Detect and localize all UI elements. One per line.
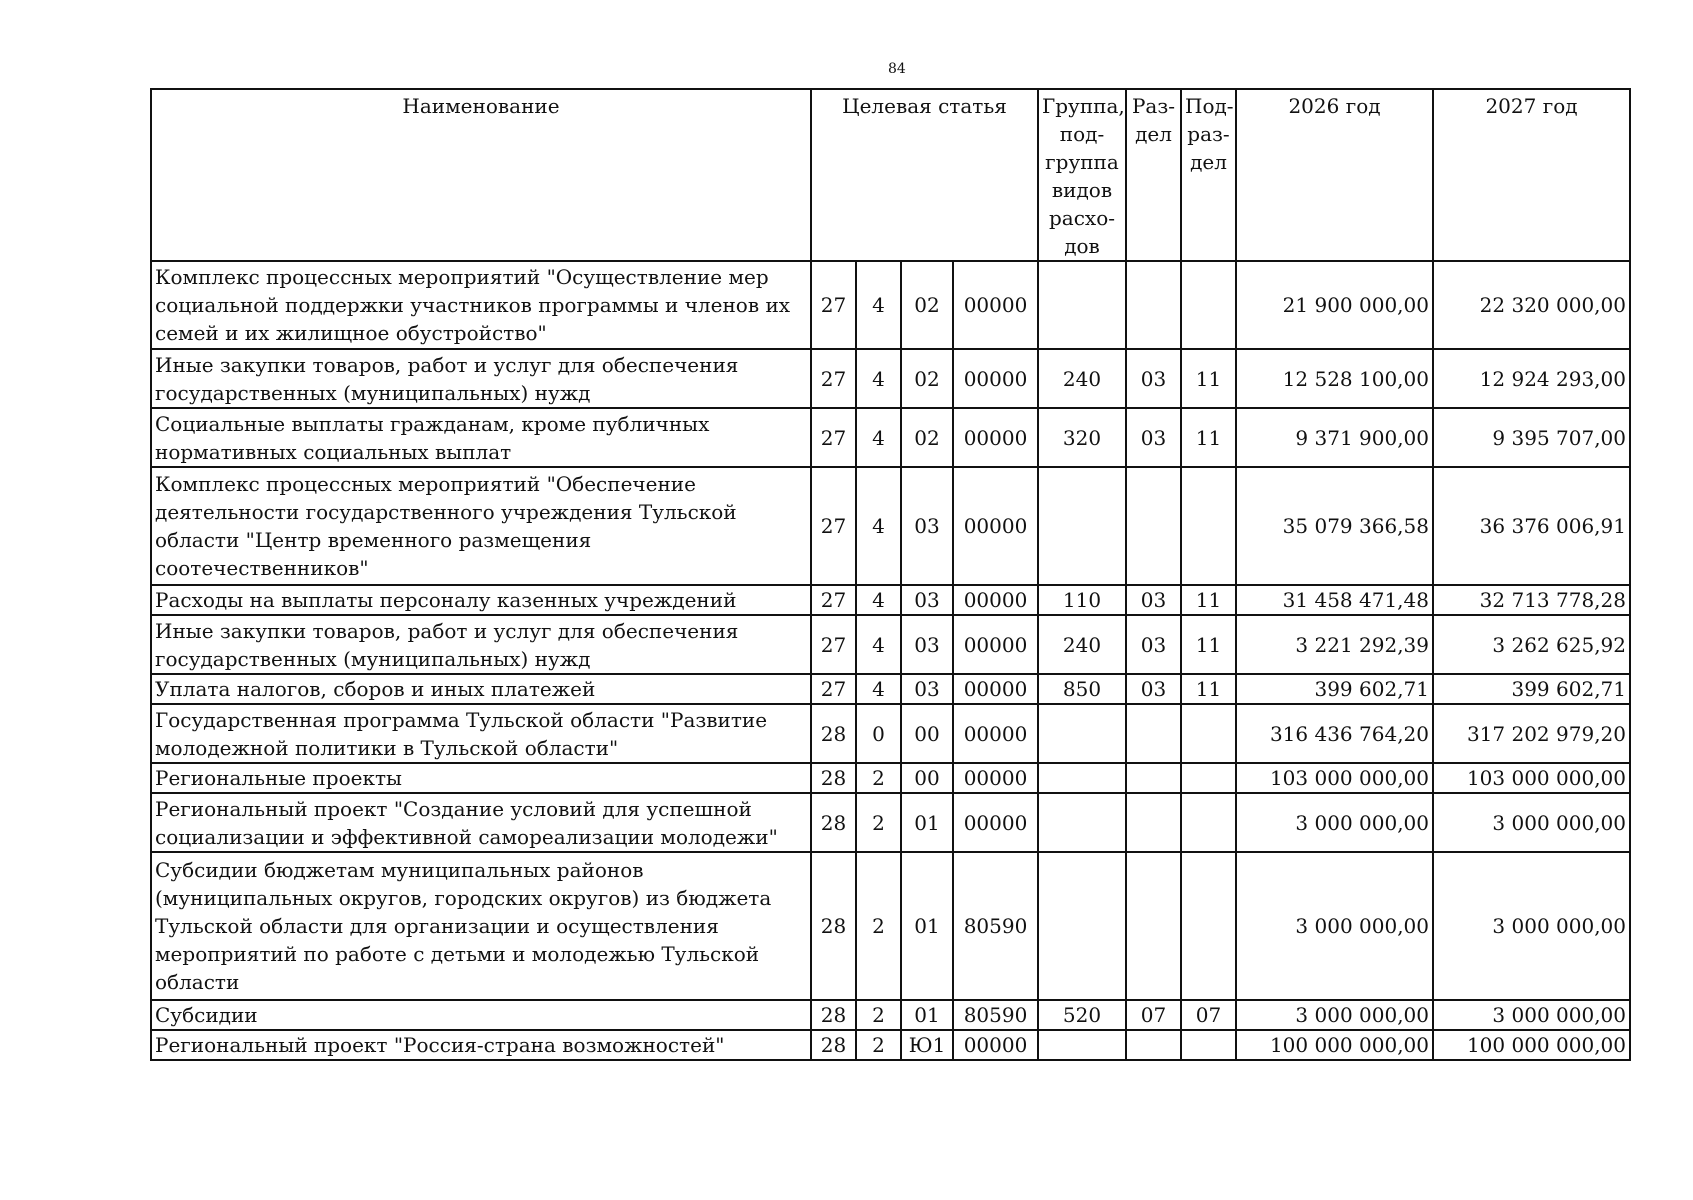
amount-2026: 3 000 000,00	[1236, 1000, 1433, 1030]
direction-code: 00000	[953, 349, 1038, 408]
header-target: Целевая статья	[811, 89, 1038, 261]
amount-2026: 3 000 000,00	[1236, 793, 1433, 852]
amount-2026: 399 602,71	[1236, 674, 1433, 704]
direction-code: 00000	[953, 704, 1038, 763]
type-code: 4	[856, 349, 901, 408]
subsection-code	[1181, 852, 1236, 1000]
row-name: Иные закупки товаров, работ и услуг для обеспечения государственных (муниципальных) нужд	[151, 349, 811, 408]
subsection-code: 11	[1181, 585, 1236, 615]
table-row	[151, 704, 1630, 763]
header-name: Наименование	[151, 89, 811, 261]
direction-code: 00000	[953, 408, 1038, 467]
subsection-code	[1181, 1030, 1236, 1060]
section-code	[1126, 793, 1181, 852]
direction-code: 00000	[953, 261, 1038, 349]
table-row	[151, 1030, 1630, 1060]
type-code: 2	[856, 1000, 901, 1030]
section-code	[1126, 467, 1181, 585]
type-code: 0	[856, 704, 901, 763]
expense-group	[1038, 852, 1126, 1000]
amount-2026: 21 900 000,00	[1236, 261, 1433, 349]
program-code: 27	[811, 585, 856, 615]
section-code	[1126, 1030, 1181, 1060]
direction-code: 00000	[953, 1030, 1038, 1060]
header-group: Группа, под- группа видов расхо- дов	[1038, 89, 1126, 261]
page-number: 84	[888, 61, 906, 77]
row-name: Расходы на выплаты персоналу казенных учреждений	[151, 585, 811, 615]
section-code: 03	[1126, 674, 1181, 704]
subsection-code	[1181, 467, 1236, 585]
expense-group: 240	[1038, 615, 1126, 674]
section-code: 03	[1126, 408, 1181, 467]
type-code: 4	[856, 467, 901, 585]
table-row	[151, 467, 1630, 585]
expense-group: 240	[1038, 349, 1126, 408]
direction-code: 00000	[953, 763, 1038, 793]
direction-code: 00000	[953, 467, 1038, 585]
measure-code: 03	[901, 674, 953, 704]
measure-code: 02	[901, 349, 953, 408]
measure-code: Ю1	[901, 1030, 953, 1060]
row-name: Государственная программа Тульской области "Развитие молодежной политики в Тульской области"	[151, 704, 811, 763]
measure-code: 03	[901, 467, 953, 585]
type-code: 4	[856, 585, 901, 615]
direction-code: 00000	[953, 615, 1038, 674]
row-name: Комплекс процессных мероприятий "Осуществление мер социальной поддержки участников программы и членов их семей и их жилищное обустройство"	[151, 261, 811, 349]
subsection-code: 11	[1181, 674, 1236, 704]
expense-group	[1038, 704, 1126, 763]
row-name: Комплекс процессных мероприятий "Обеспечение деятельности государственного учреждения Тульской области "Центр временного размещения соотечественников"	[151, 467, 811, 585]
header-subsection: Под- раз- дел	[1181, 89, 1236, 261]
section-code	[1126, 852, 1181, 1000]
amount-2026: 12 528 100,00	[1236, 349, 1433, 408]
amount-2027: 3 000 000,00	[1433, 793, 1630, 852]
amount-2027: 103 000 000,00	[1433, 763, 1630, 793]
program-code: 27	[811, 467, 856, 585]
measure-code: 03	[901, 615, 953, 674]
measure-code: 01	[901, 793, 953, 852]
amount-2027: 3 000 000,00	[1433, 852, 1630, 1000]
measure-code: 00	[901, 704, 953, 763]
amount-2026: 9 371 900,00	[1236, 408, 1433, 467]
header-section: Раз- дел	[1126, 89, 1181, 261]
measure-code: 01	[901, 852, 953, 1000]
amount-2026: 103 000 000,00	[1236, 763, 1433, 793]
table-body	[151, 261, 1630, 1060]
amount-2027: 399 602,71	[1433, 674, 1630, 704]
amount-2027: 32 713 778,28	[1433, 585, 1630, 615]
program-code: 28	[811, 793, 856, 852]
expense-group	[1038, 793, 1126, 852]
table-row	[151, 1000, 1630, 1030]
program-code: 28	[811, 1000, 856, 1030]
amount-2027: 100 000 000,00	[1433, 1030, 1630, 1060]
direction-code: 00000	[953, 674, 1038, 704]
subsection-code: 07	[1181, 1000, 1236, 1030]
table-row	[151, 349, 1630, 408]
type-code: 2	[856, 1030, 901, 1060]
row-name: Региональный проект "Создание условий для успешной социализации и эффективной самореализации молодежи"	[151, 793, 811, 852]
amount-2027: 317 202 979,20	[1433, 704, 1630, 763]
expense-group: 850	[1038, 674, 1126, 704]
subsection-code: 11	[1181, 408, 1236, 467]
program-code: 28	[811, 763, 856, 793]
program-code: 28	[811, 852, 856, 1000]
measure-code: 02	[901, 408, 953, 467]
subsection-code	[1181, 704, 1236, 763]
type-code: 2	[856, 763, 901, 793]
program-code: 27	[811, 615, 856, 674]
section-code: 03	[1126, 349, 1181, 408]
program-code: 27	[811, 408, 856, 467]
section-code	[1126, 704, 1181, 763]
row-name: Региональные проекты	[151, 763, 811, 793]
table-row	[151, 763, 1630, 793]
table-row	[151, 793, 1630, 852]
type-code: 2	[856, 793, 901, 852]
type-code: 4	[856, 615, 901, 674]
amount-2027: 9 395 707,00	[1433, 408, 1630, 467]
direction-code: 80590	[953, 852, 1038, 1000]
expense-group: 110	[1038, 585, 1126, 615]
amount-2026: 35 079 366,58	[1236, 467, 1433, 585]
direction-code: 00000	[953, 585, 1038, 615]
subsection-code	[1181, 261, 1236, 349]
direction-code: 00000	[953, 793, 1038, 852]
table-row	[151, 615, 1630, 674]
table-header-row	[151, 89, 1630, 261]
subsection-code: 11	[1181, 615, 1236, 674]
expense-group	[1038, 467, 1126, 585]
section-code: 07	[1126, 1000, 1181, 1030]
subsection-code	[1181, 763, 1236, 793]
row-name: Региональный проект "Россия-страна возможностей"	[151, 1030, 811, 1060]
measure-code: 00	[901, 763, 953, 793]
amount-2026: 3 221 292,39	[1236, 615, 1433, 674]
type-code: 4	[856, 408, 901, 467]
program-code: 28	[811, 1030, 856, 1060]
expense-group	[1038, 261, 1126, 349]
amount-2027: 3 262 625,92	[1433, 615, 1630, 674]
section-code: 03	[1126, 615, 1181, 674]
program-code: 28	[811, 704, 856, 763]
subsection-code: 11	[1181, 349, 1236, 408]
table-row	[151, 408, 1630, 467]
amount-2027: 3 000 000,00	[1433, 1000, 1630, 1030]
program-code: 27	[811, 261, 856, 349]
budget-table	[150, 88, 1631, 1061]
amount-2026: 31 458 471,48	[1236, 585, 1433, 615]
direction-code: 80590	[953, 1000, 1038, 1030]
header-2027: 2027 год	[1433, 89, 1630, 261]
measure-code: 02	[901, 261, 953, 349]
table-row	[151, 674, 1630, 704]
program-code: 27	[811, 349, 856, 408]
expense-group: 520	[1038, 1000, 1126, 1030]
table-row	[151, 585, 1630, 615]
type-code: 2	[856, 852, 901, 1000]
section-code	[1126, 763, 1181, 793]
amount-2026: 316 436 764,20	[1236, 704, 1433, 763]
table-row	[151, 261, 1630, 349]
amount-2027: 12 924 293,00	[1433, 349, 1630, 408]
type-code: 4	[856, 674, 901, 704]
row-name: Социальные выплаты гражданам, кроме публичных нормативных социальных выплат	[151, 408, 811, 467]
measure-code: 01	[901, 1000, 953, 1030]
row-name: Субсидии бюджетам муниципальных районов (муниципальных округов, городских округов) из бюджета Тульской области для организации и осуществления мероприятий по работе с детьми и молодежью Тульской области	[151, 852, 811, 1000]
amount-2027: 36 376 006,91	[1433, 467, 1630, 585]
row-name: Уплата налогов, сборов и иных платежей	[151, 674, 811, 704]
measure-code: 03	[901, 585, 953, 615]
amount-2026: 3 000 000,00	[1236, 852, 1433, 1000]
amount-2026: 100 000 000,00	[1236, 1030, 1433, 1060]
expense-group: 320	[1038, 408, 1126, 467]
section-code: 03	[1126, 585, 1181, 615]
subsection-code	[1181, 793, 1236, 852]
type-code: 4	[856, 261, 901, 349]
header-2026: 2026 год	[1236, 89, 1433, 261]
row-name: Иные закупки товаров, работ и услуг для обеспечения государственных (муниципальных) нужд	[151, 615, 811, 674]
program-code: 27	[811, 674, 856, 704]
expense-group	[1038, 1030, 1126, 1060]
section-code	[1126, 261, 1181, 349]
table-row	[151, 852, 1630, 1000]
row-name: Субсидии	[151, 1000, 811, 1030]
expense-group	[1038, 763, 1126, 793]
amount-2027: 22 320 000,00	[1433, 261, 1630, 349]
